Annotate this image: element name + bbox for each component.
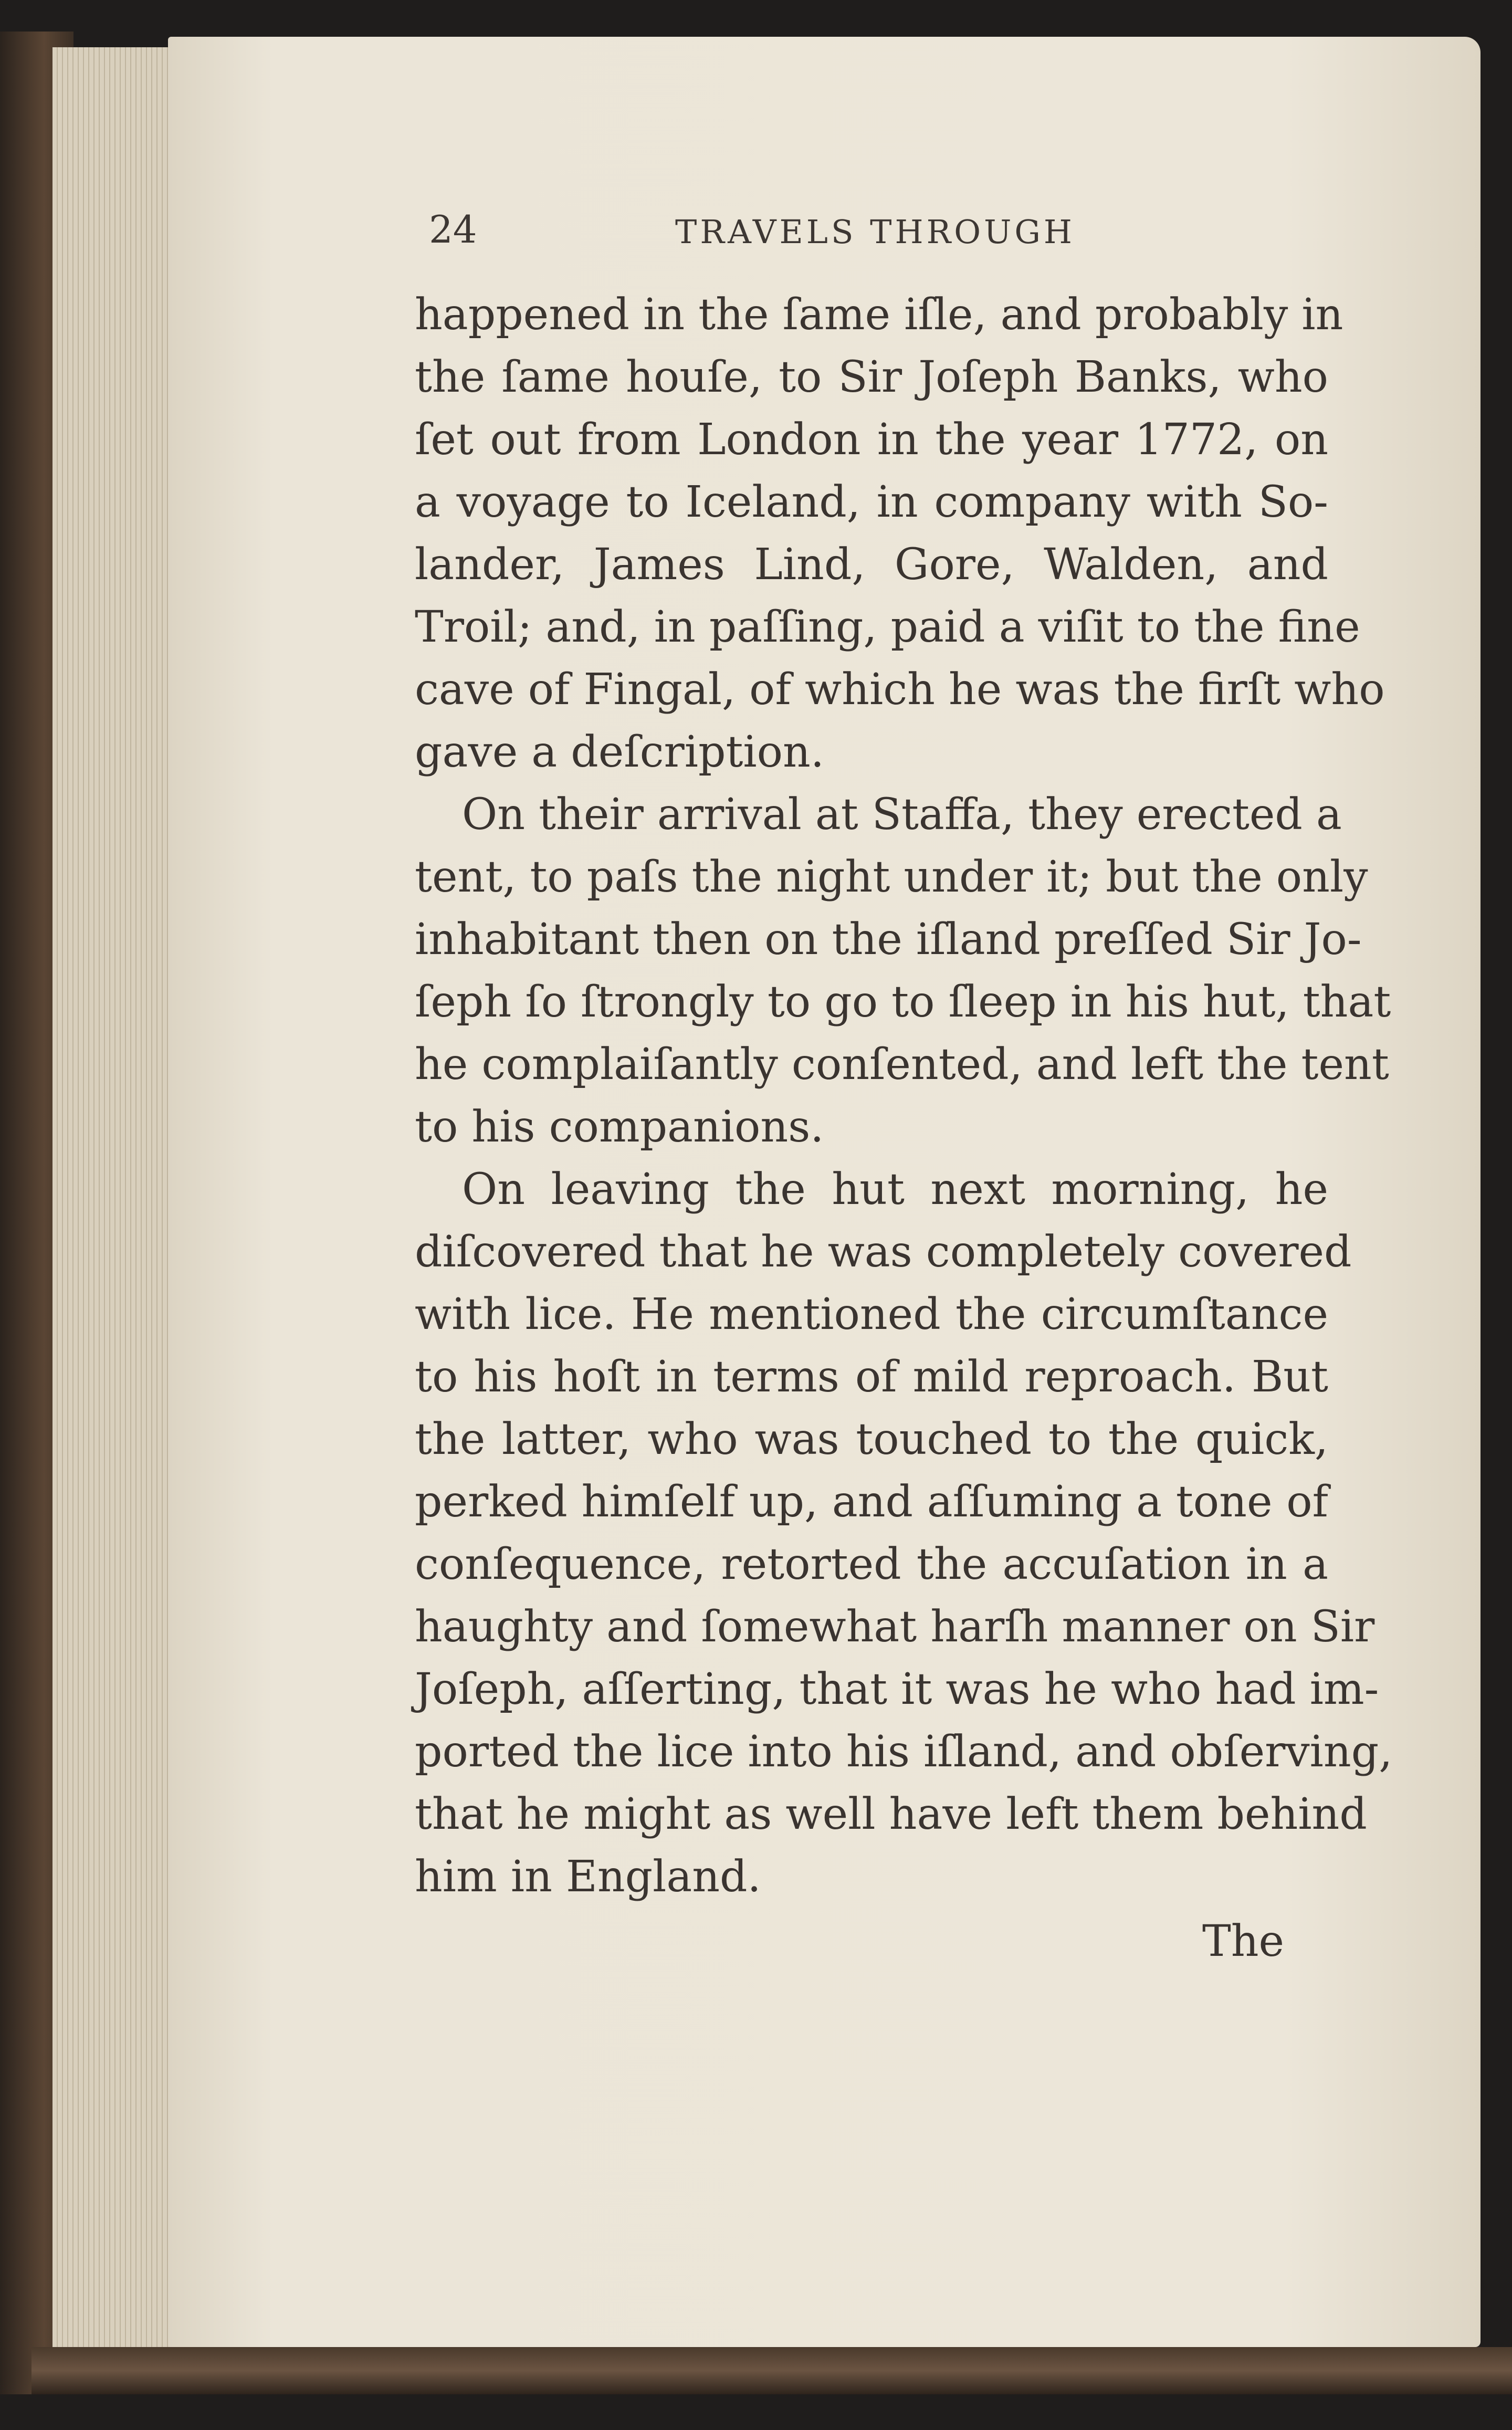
text-line: to his hoſt in terms of mild reproach. But <box>415 1352 1328 1402</box>
text-line: ſet out from London in the year 1772, on <box>415 415 1328 465</box>
body-text <box>415 284 1393 1908</box>
book-binding-bottom <box>32 2347 1512 2394</box>
text-line: diſcovered that he was completely covered <box>415 1227 1352 1277</box>
running-head: TRAVELS THROUGH <box>675 213 1075 251</box>
text-line: gave a deſcription. <box>415 727 824 777</box>
page-header <box>418 207 1332 265</box>
text-line: tent, to paſs the night under it; but the only <box>415 852 1368 902</box>
text-line: Joſeph, aſſerting, that it was he who had im- <box>415 1664 1379 1714</box>
text-line: cave of Fingal, of which he was the firſt who <box>415 665 1385 715</box>
text-line: with lice. He mentioned the circumſtance <box>415 1290 1328 1339</box>
page-edges <box>52 47 178 2347</box>
text-line: perked himſelf up, and aſſuming a tone of <box>415 1477 1328 1527</box>
text-line: haughty and ſomewhat harſh manner on Sir <box>415 1602 1375 1652</box>
text-line: ported the lice into his iſland, and obſerving, <box>415 1727 1393 1777</box>
text-line: he complaiſantly conſented, and left the tent <box>415 1040 1389 1090</box>
text-line: to his companions. <box>415 1102 824 1152</box>
text-line: the latter, who was touched to the quick, <box>415 1415 1328 1464</box>
text-line: conſequence, retorted the accuſation in a <box>415 1539 1328 1589</box>
text-line: inhabitant then on the iſland preſſed Sir Jo- <box>415 915 1362 965</box>
text-line: lander, James Lind, Gore, Walden, and <box>415 540 1328 590</box>
text-line: On their arrival at Staffa, they erected a <box>462 790 1342 840</box>
page-number: 24 <box>429 207 477 252</box>
text-line: him in England. <box>415 1852 761 1902</box>
text-line: the ſame houſe, to Sir Joſeph Banks, who <box>415 352 1328 402</box>
text-line: happened in the ſame iſle, and probably in <box>415 290 1343 340</box>
text-line: On leaving the hut next morning, he <box>462 1165 1328 1214</box>
text-line: ſeph ſo ſtrongly to go to ſleep in his hut, that <box>415 977 1391 1027</box>
text-line: that he might as well have left them behind <box>415 1789 1367 1839</box>
text-line: a voyage to Iceland, in company with So- <box>415 477 1328 527</box>
text-line: Troil; and, in paſſing, paid a viſit to the fine <box>415 602 1360 652</box>
catchword: The <box>1202 1916 1285 1966</box>
